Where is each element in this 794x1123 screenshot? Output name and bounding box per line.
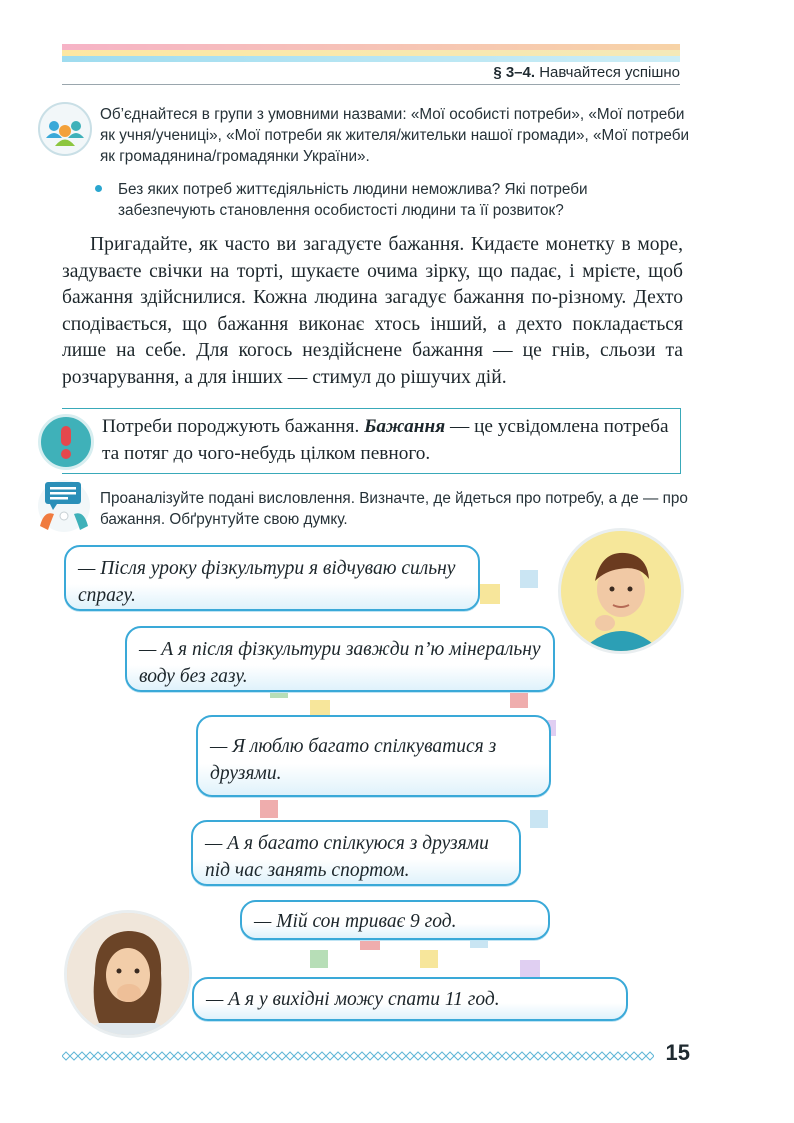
- page-number: 15: [665, 1040, 690, 1065]
- exclamation-icon: [38, 414, 94, 470]
- definition-body: — це усвідомлена потреба та потяг до чого-небудь цілком певного.: [102, 416, 669, 464]
- speech-bubble-3: — Я люблю багато спілкуватися з друзями.: [196, 715, 551, 797]
- boy-portrait: [558, 528, 684, 654]
- header-divider: [62, 84, 680, 85]
- bullet-dot: [95, 185, 102, 192]
- header-stripe-blue: [62, 56, 680, 62]
- speech-bubble-1: — Після уроку фізкультури я відчуваю сильну спрагу.: [64, 545, 480, 611]
- speech-bubble-6: — А я у вихідні можу спати 11 год.: [192, 977, 628, 1021]
- footer-ornament: [62, 1051, 654, 1061]
- group-icon: [38, 102, 92, 156]
- analysis-task-text: Проаналізуйте подані висловлення. Визначте, де йдеться про потребу, а де — про бажання. Обґрунтуйте свою думку.: [100, 490, 688, 528]
- section-title: Навчайтеся успішно: [539, 64, 680, 81]
- speech-bubble-2: — А я після фізкультури завжди п’ю мінеральну воду без газу.: [125, 626, 555, 692]
- speech-bubble-5: — Мій сон триває 9 год.: [240, 900, 550, 940]
- definition-term: Бажання: [364, 416, 446, 437]
- section-number: § 3–4.: [493, 64, 536, 81]
- speech-bubble-4: — А я багато спілкуюся з друзями під час занять спортом.: [191, 820, 521, 886]
- body-paragraph: [62, 232, 683, 391]
- definition-text: [102, 414, 672, 467]
- definition-lead: Потреби породжують бажання.: [102, 416, 365, 437]
- running-head: [493, 64, 680, 81]
- body-paragraph-text: Пригадайте, як часто ви загадуєте бажання. Кидаєте монетку в море, задуваєте свічки на торті, шукаєте очима зірку, що падає, і мрієте, щоб бажання здійснилися. Кожна людина загадує бажання по-різному. Дехто сподівається, що бажання виконає хтось інший, а дехто покладається лише на себе. Для когось нездійснене бажання — це гнів, сльози та розчарування, а для інших — стимул до рішучих дій.: [62, 234, 683, 388]
- group-task-bullet: Без яких потреб життєдіяльність людини неможлива? Які потреби забезпечують становлення особистості людини та її розвиток?: [118, 181, 588, 219]
- girl-portrait: [64, 910, 192, 1038]
- chat-icon: [38, 480, 90, 532]
- group-task-text: Об’єднайтеся в групи з умовними назвами: «Мої особисті потреби», «Мої потреби як учня/учениці», «Мої потреби як жителя/жительки нашої громади», «Мої потреби як громадянина/громадянки України».: [100, 106, 690, 165]
